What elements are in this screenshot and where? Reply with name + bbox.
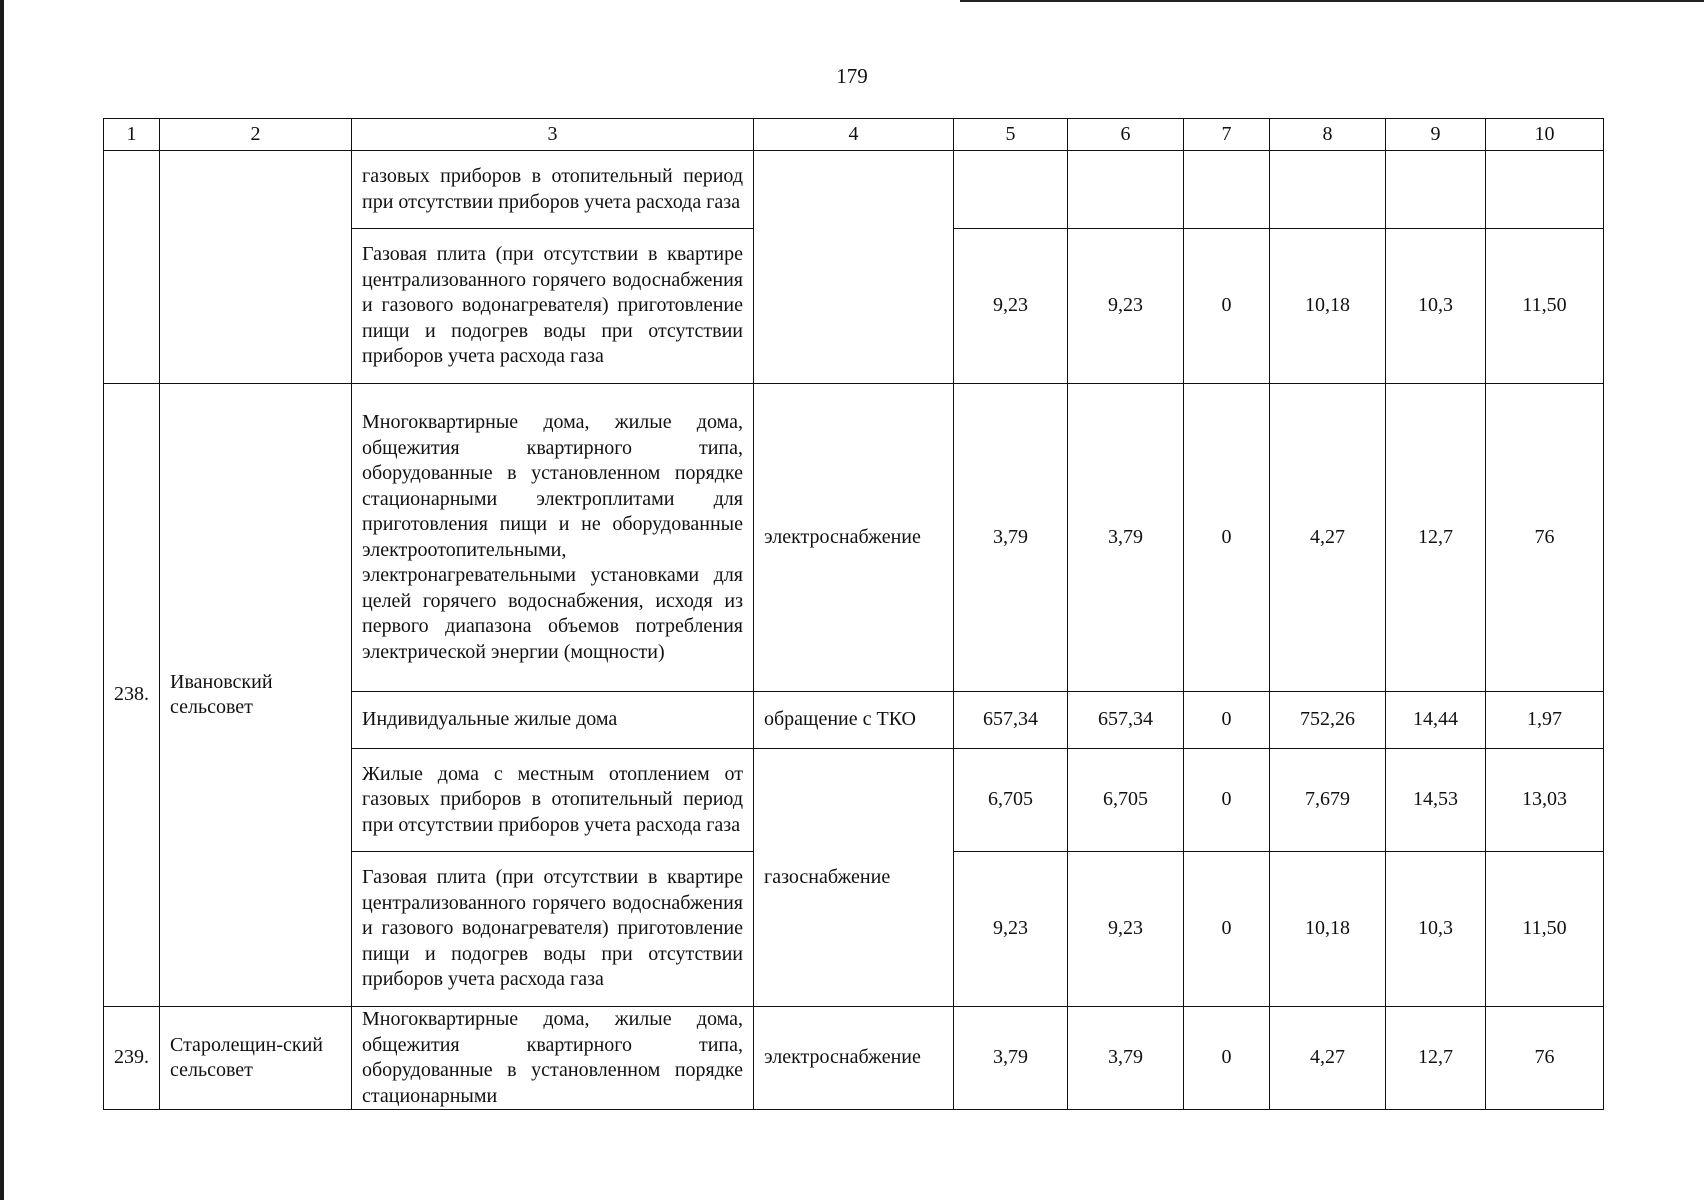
row-number-cell: 239. [104, 1007, 160, 1110]
value-cell: 10,18 [1270, 852, 1386, 1007]
settlement-cell: Старолещин-ский сельсовет [160, 1007, 352, 1110]
col-header: 7 [1184, 119, 1270, 151]
value-cell: 7,679 [1270, 749, 1386, 852]
value-cell: 11,50 [1486, 852, 1604, 1007]
col-header: 3 [352, 119, 754, 151]
value-cell: 3,79 [1068, 1007, 1184, 1110]
page-number: 179 [836, 64, 868, 88]
col-header: 9 [1386, 119, 1486, 151]
table-row [104, 384, 1604, 692]
value-cell: 1,97 [1486, 692, 1604, 749]
value-cell: 9,23 [954, 229, 1068, 384]
value-cell: 0 [1184, 749, 1270, 852]
col-header: 5 [954, 119, 1068, 151]
value-cell: 6,705 [1068, 749, 1184, 852]
value-cell: 657,34 [954, 692, 1068, 749]
header-row [104, 119, 1604, 151]
row-number-cell [104, 151, 160, 384]
value-cell: 3,79 [1068, 384, 1184, 692]
value-cell [1486, 151, 1604, 229]
value-cell: 10,3 [1386, 852, 1486, 1007]
value-cell: 9,23 [954, 852, 1068, 1007]
description-cell: Многоквартирные дома, жилые дома, общежития квартирного типа, оборудованные в установленном порядке стационарными [352, 1007, 754, 1110]
value-cell: 0 [1184, 384, 1270, 692]
row-number-cell: 238. [104, 384, 160, 1007]
value-cell: 10,3 [1386, 229, 1486, 384]
value-cell: 9,23 [1068, 229, 1184, 384]
value-cell: 9,23 [1068, 852, 1184, 1007]
service-cell [754, 151, 954, 384]
description-cell: Многоквартирные дома, жилые дома, общежития квартирного типа, оборудованные в установленном порядке стационарными электроплитами для приготовления пищи и не оборудованные электроотопительными, электронагревательными установками для целей горячего водоснабжения, исходя из первого диапазона объемов потребления электрической энергии (мощности) [352, 384, 754, 692]
col-header: 2 [160, 119, 352, 151]
value-cell: 12,7 [1386, 384, 1486, 692]
table-row [104, 1007, 1604, 1110]
value-cell: 76 [1486, 1007, 1604, 1110]
description-cell: Газовая плита (при отсутствии в квартире централизованного горячего водоснабжения и газового водонагревателя) приготовление пищи и подогрев воды при отсутствии приборов учета расхода газа [352, 229, 754, 384]
value-cell: 13,03 [1486, 749, 1604, 852]
value-cell: 12,7 [1386, 1007, 1486, 1110]
value-cell: 11,50 [1486, 229, 1604, 384]
value-cell: 14,53 [1386, 749, 1486, 852]
description-cell: Газовая плита (при отсутствии в квартире централизованного горячего водоснабжения и газового водонагревателя) приготовление пищи и подогрев воды при отсутствии приборов учета расхода газа [352, 852, 754, 1007]
service-cell: электроснабжение [754, 1007, 954, 1110]
value-cell: 76 [1486, 384, 1604, 692]
service-cell: электроснабжение [754, 384, 954, 692]
service-cell: обращение с ТКО [754, 692, 954, 749]
value-cell: 3,79 [954, 1007, 1068, 1110]
col-header: 10 [1486, 119, 1604, 151]
description-cell: газовых приборов в отопительный период при отсутствии приборов учета расхода газа [352, 151, 754, 229]
value-cell: 10,18 [1270, 229, 1386, 384]
value-cell: 0 [1184, 852, 1270, 1007]
value-cell: 3,79 [954, 384, 1068, 692]
value-cell [1184, 151, 1270, 229]
settlement-cell: Ивановский сельсовет [160, 384, 352, 1007]
value-cell: 752,26 [1270, 692, 1386, 749]
scan-left-edge [0, 0, 4, 1200]
value-cell: 4,27 [1270, 384, 1386, 692]
value-cell [954, 151, 1068, 229]
col-header: 1 [104, 119, 160, 151]
description-cell: Жилые дома с местным отоплением от газовых приборов в отопительный период при отсутствии приборов учета расхода газа [352, 749, 754, 852]
value-cell [1386, 151, 1486, 229]
value-cell: 657,34 [1068, 692, 1184, 749]
col-header: 4 [754, 119, 954, 151]
table-row [104, 151, 1604, 229]
value-cell: 0 [1184, 229, 1270, 384]
scan-top-line [960, 0, 1704, 2]
col-header: 6 [1068, 119, 1184, 151]
col-header: 8 [1270, 119, 1386, 151]
service-cell: газоснабжение [754, 749, 954, 1007]
settlement-cell [160, 151, 352, 384]
value-cell [1270, 151, 1386, 229]
tariff-table [103, 118, 1604, 1110]
value-cell [1068, 151, 1184, 229]
value-cell: 6,705 [954, 749, 1068, 852]
value-cell: 0 [1184, 692, 1270, 749]
value-cell: 0 [1184, 1007, 1270, 1110]
value-cell: 4,27 [1270, 1007, 1386, 1110]
description-cell: Индивидуальные жилые дома [352, 692, 754, 749]
value-cell: 14,44 [1386, 692, 1486, 749]
